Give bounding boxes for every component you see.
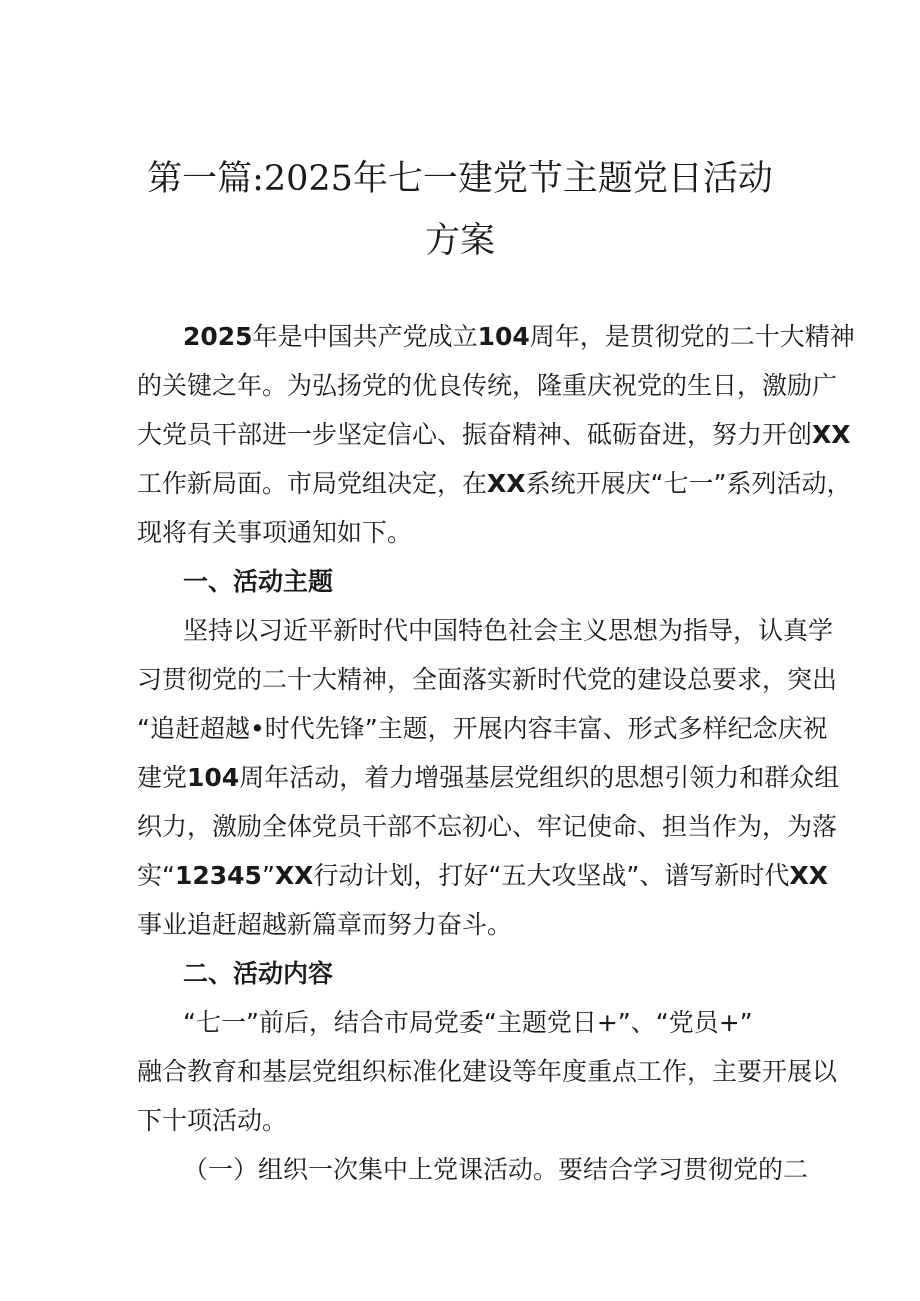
intro-line: 2025年是中国共产党成立104周年，是贯彻党的二十大精神 (183, 322, 855, 351)
item1-line: （一）组织一次集中上党课活动。要结合学习贯彻党的二 (183, 1155, 809, 1184)
section1-line: 实“12345”XX行动计划，打好“五大攻坚战”、谱写新时代XX (137, 861, 828, 890)
section1-heading: 一、活动主题 (183, 567, 334, 596)
intro-line: 工作新局面。市局党组决定，在XX系统开展庆“七一”系列活动， (137, 469, 852, 498)
section1-line: 习贯彻党的二十大精神，全面落实新时代党的建设总要求，突出 (137, 665, 838, 694)
intro-line: 现将有关事项通知如下。 (137, 518, 413, 547)
section2-line: 融合教育和基层党组织标准化建设等年度重点工作，主要开展以 (137, 1057, 838, 1086)
intro-line: 大党员干部进一步坚定信心、振奋精神、砥砺奋进，努力开创XX (137, 420, 851, 449)
document-title-line1: 第一篇:2025年七一建党节主题党日活动 (147, 159, 773, 199)
intro-line: 的关键之年。为弘扬党的优良传统，隆重庆祝党的生日，激励广 (137, 371, 838, 400)
section2-line: “七一”前后，结合市局党委“主题党日+”、“党员+” (183, 1008, 753, 1037)
document-title-line2: 方案 (424, 221, 495, 261)
section1-line: 建党104周年活动，着力增强基层党组织的思想引领力和群众组 (137, 763, 840, 792)
section2-line: 下十项活动。 (137, 1106, 288, 1135)
section1-line: “追赶超越•时代先锋”主题，开展内容丰富、形式多样纪念庆祝 (137, 714, 828, 743)
section1-line: 织力，激励全体党员干部不忘初心、牢记使命、担当作为，为落 (137, 812, 838, 841)
section1-line: 事业追赶超越新篇章而努力奋斗。 (137, 910, 513, 939)
section1-line: 坚持以习近平新时代中国特色社会主义思想为指导，认真学 (183, 616, 834, 645)
section2-heading: 二、活动内容 (183, 959, 334, 988)
